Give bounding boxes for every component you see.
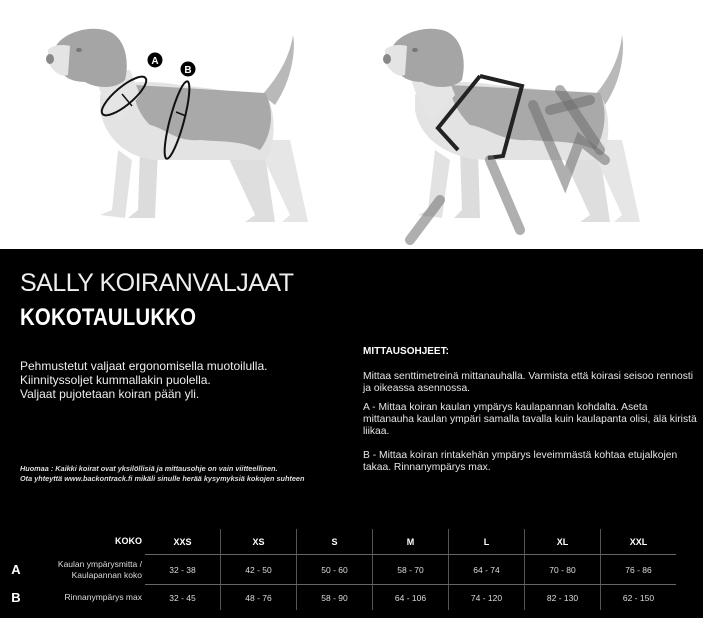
size-header: XXS (145, 529, 221, 555)
table-cell: 32 - 38 (145, 555, 221, 585)
table-row (0, 555, 676, 585)
note-line: Huomaa : Kaikki koirat ovat yksilöllisiä ja mittausohje on vain viitteellinen. (20, 464, 278, 473)
size-header: L (449, 529, 525, 555)
row-label (32, 555, 145, 585)
table-cell: 48 - 76 (221, 585, 297, 611)
row-label-line: Kaulapannan koko (71, 569, 142, 580)
row-letter: B (11, 589, 21, 605)
table-header-row (0, 529, 676, 555)
size-header: M (373, 529, 449, 555)
disclaimer-note (20, 464, 304, 484)
size-header: XS (221, 529, 297, 555)
table-cell: 42 - 50 (221, 555, 297, 585)
measurement-instructions (363, 346, 698, 481)
table-cell: 58 - 70 (373, 555, 449, 585)
table-cell: 50 - 60 (297, 555, 373, 585)
table-cell: 64 - 106 (373, 585, 449, 611)
page-title: SALLY KOIRANVALJAAT (20, 269, 294, 297)
instructions-a: A - Mittaa koiran kaulan ympärys kaulapannan kohdalta. Aseta mittanauha kaulan ympäri samalla tavalla kuin kaulapanta olisi, älä kiristä liikaa. (363, 402, 697, 437)
row-label-line: Kaulan ympärysmitta / (57, 558, 142, 569)
table-cell: 62 - 150 (601, 585, 677, 611)
size-chart-panel (0, 249, 703, 618)
table-row (0, 585, 676, 611)
table-cell: 32 - 45 (169, 592, 196, 603)
dog-harness-illustration (350, 0, 703, 249)
description-line: Kiinnityssoljet kummallakin puolella. (20, 373, 211, 387)
instructions-b: B - Mittaa koiran rintakehän ympärys leveimmästä kohtaa etujalkojen takaa. Rinnanympärys max. (363, 450, 678, 473)
size-header: S (297, 529, 373, 555)
instructions-heading: MITTAUSOHJEET: (363, 346, 449, 357)
svg-text:A: A (151, 56, 159, 67)
svg-text:B: B (184, 65, 192, 76)
page-subtitle: KOKOTAULUKKO (20, 304, 197, 331)
note-line: Ota yhteyttä www.backontrack.fi mikäli sinulle herää kysymyksiä kokojen suhteen (20, 474, 305, 483)
size-header: XXL (601, 529, 677, 555)
instructions-intro: Mittaa senttimetreinä mittanauhalla. Varmista että koirasi seisoo rennosti ja oikeassa asennossa. (363, 371, 694, 394)
dog-measurement-illustration (0, 0, 350, 249)
row-letter: A (11, 562, 21, 577)
product-description (20, 359, 267, 401)
table-cell: 82 - 130 (525, 585, 601, 611)
description-line: Pehmustetut valjaat ergonomisella muotoilulla. (20, 359, 268, 373)
table-cell: 74 - 120 (449, 585, 525, 611)
table-cell: 64 - 74 (449, 555, 525, 585)
table-cell: 58 - 90 (297, 585, 373, 611)
size-header: XL (525, 529, 601, 555)
description-line: Valjaat pujotetaan koiran pään yli. (20, 387, 200, 401)
koko-header: KOKO (115, 536, 142, 547)
illustration-panel (0, 0, 703, 249)
size-table (0, 529, 676, 610)
table-cell: 76 - 86 (601, 555, 677, 585)
row-label: Rinnanympärys max (64, 591, 142, 602)
table-cell: 70 - 80 (525, 555, 601, 585)
